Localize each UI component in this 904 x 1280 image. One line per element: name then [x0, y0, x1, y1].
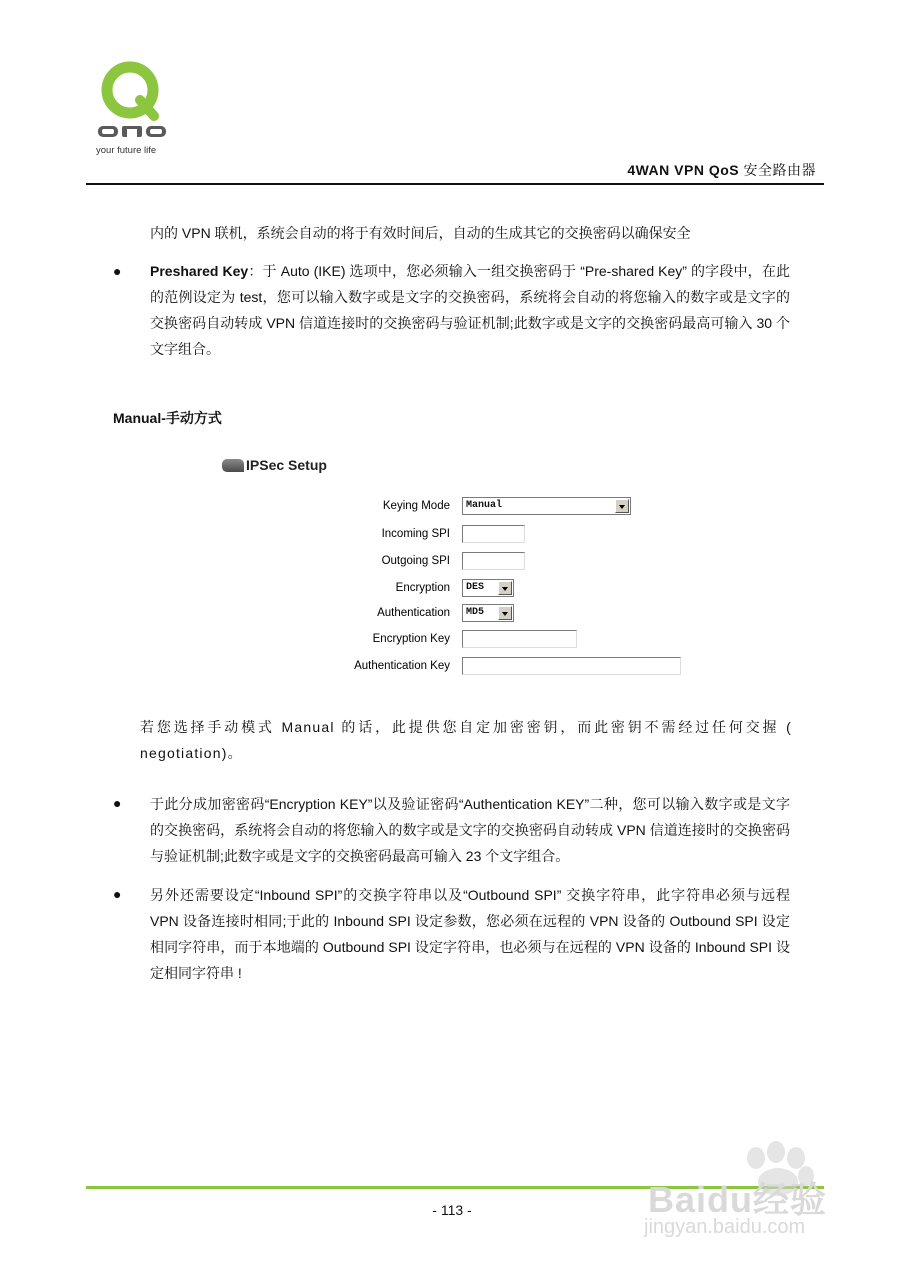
- authentication-row: [300, 604, 700, 626]
- bullet-icon: [113, 795, 121, 811]
- page-number: - 113 -: [432, 1202, 472, 1218]
- incoming-spi-label: Incoming SPI: [381, 528, 450, 540]
- encryption-row: [300, 579, 700, 601]
- authentication-select[interactable]: [462, 604, 514, 622]
- outgoing-spi-row: [300, 552, 700, 574]
- encryption-label: Encryption: [395, 582, 450, 594]
- intro-paragraph: 内的 VPN 联机，系统会自动的将于有效时间后，自动的生成其它的交换密码以确保安全: [150, 225, 691, 241]
- authentication-value: MD5: [466, 607, 485, 618]
- outgoing-spi-label: Outgoing SPI: [381, 555, 450, 567]
- bullet-icon: [113, 263, 121, 279]
- encryption-key-row: [300, 630, 700, 652]
- encryption-key-input[interactable]: [462, 630, 577, 648]
- logo-tagline: your future life: [96, 145, 157, 156]
- preshared-term: Preshared Key: [150, 263, 249, 279]
- watermark-url: jingyan.baidu.com: [644, 1216, 806, 1238]
- tab-icon: [222, 459, 244, 472]
- incoming-spi-input[interactable]: [462, 525, 525, 543]
- chevron-down-icon[interactable]: [498, 606, 512, 620]
- document-title: [627, 160, 816, 180]
- keying-mode-row: [300, 497, 700, 519]
- authentication-key-label: Authentication Key: [354, 660, 450, 672]
- section-heading-manual: Manual-手动方式: [113, 410, 222, 426]
- ipsec-setup-title: IPSec Setup: [246, 457, 327, 473]
- header-divider: [86, 183, 824, 185]
- preshared-text: ：于 Auto (IKE) 选项中，您必须输入一组交换密码于 “Pre-shared Key” 的字段中，在此的范例设定为 test，您可以输入数字或是文字的交换密码，系统将会自动的将您输入的数字或是文字的交换密码自动转成 VPN 信道连接时的交换密码与验证机制;此数字或是文字的交换密码最高可输入 30 个文字组合。: [150, 263, 790, 357]
- authentication-key-input[interactable]: [462, 657, 681, 675]
- incoming-spi-row: [300, 525, 700, 547]
- document-title-cn: 安全路由器: [743, 162, 816, 178]
- authentication-label: Authentication: [377, 607, 450, 619]
- keying-mode-select[interactable]: [462, 497, 631, 515]
- manual-paragraph: 若您选择手动模式 Manual 的话，此提供您自定加密密钥，而此密钥不需经过任何交握 ( negotiation)。: [140, 719, 792, 761]
- preshared-paragraph: [150, 258, 790, 362]
- keying-mode-label: Keying Mode: [382, 500, 450, 512]
- document-title-en: 4WAN VPN QoS: [627, 162, 740, 178]
- chevron-down-icon[interactable]: [498, 581, 512, 595]
- encryption-select[interactable]: [462, 579, 514, 597]
- outgoing-spi-input[interactable]: [462, 552, 525, 570]
- chevron-down-icon[interactable]: [615, 499, 629, 513]
- encryption-key-label: Encryption Key: [372, 633, 450, 645]
- watermark-brand: Baidu经验: [648, 1179, 828, 1220]
- bullet-icon: [113, 886, 121, 902]
- keying-mode-value: Manual: [466, 500, 503, 511]
- encryption-value: DES: [466, 582, 485, 593]
- authentication-key-row: [300, 657, 700, 679]
- ipsec-setup-header: [222, 457, 327, 473]
- encryption-key-paragraph: 于此分成加密密码“Encryption KEY”以及验证密码“Authentication KEY”二种，您可以输入数字或是文字的交换密码，系统将会自动的将您输入的数字或是文字的交换密码自动转成 VPN 信道连接时的交换密码与验证机制;此数字或是文字的交换密码最高可输入 23 个文字组合。: [150, 796, 790, 864]
- spi-paragraph: 另外还需要设定“Inbound SPI”的交换字符串以及“Outbound SPI” 交换字符串，此字符串必须与远程 VPN 设备连接时相同;于此的 Inbound SPI 设定参数，您必须在远程的 VPN 设备的 Outbound SPI 设定相同字符串，而于本地端的 Outbound SPI 设定字符串，也必须与在远程的 VPN 设备的 Inbound SPI 设定相同字符串 !: [150, 887, 790, 981]
